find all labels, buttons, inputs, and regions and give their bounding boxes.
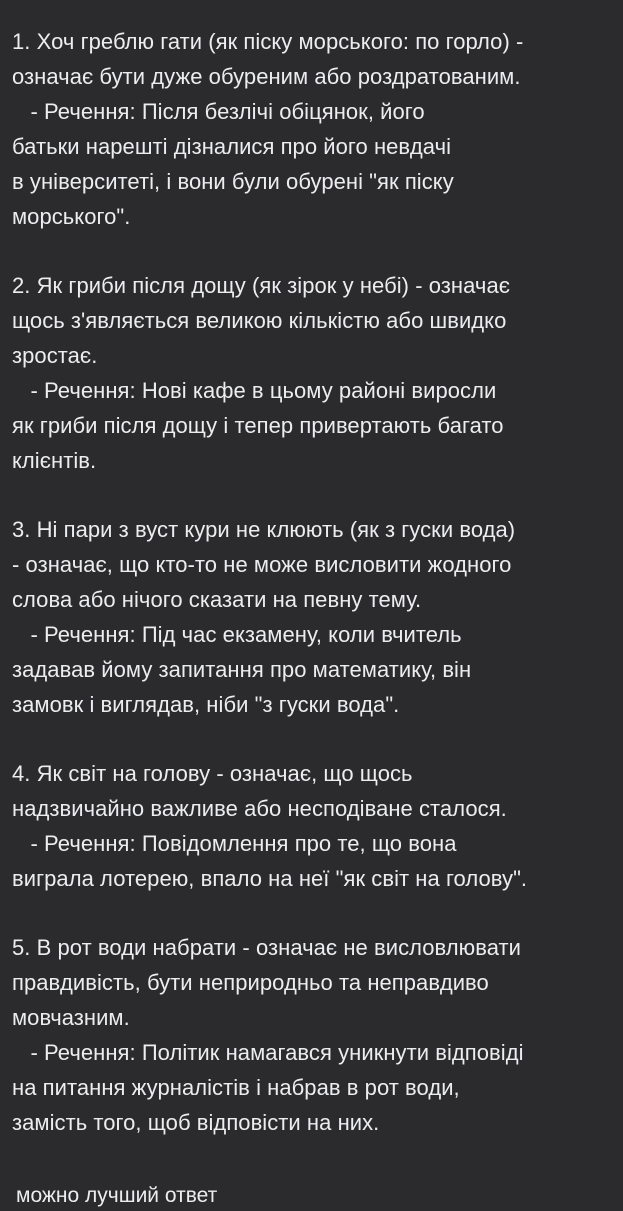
answer-line: 5. В рот води набрати - означає не висловлювати — [12, 935, 521, 960]
answer-line: замовк і виглядав, ніби "з гуски вода". — [12, 692, 400, 717]
answer-line: як гриби після дощу і тепер привертають багато — [12, 413, 504, 438]
answer-line: 1. Хоч греблю гати (як піску морського: по горло) - — [12, 29, 524, 54]
answer-line: на питання журналістів і набрав в рот води, — [12, 1075, 460, 1100]
paragraph-gap — [12, 234, 611, 268]
answer-line: мовчазним. — [12, 1005, 130, 1030]
answer-line: - Речення: Під час екзамену, коли вчитель — [12, 622, 462, 647]
answer-line: щось з'являється великою кількістю або швидко — [12, 308, 507, 333]
answer-line: в університеті, і вони були обурені "як піску — [12, 169, 454, 194]
answer-line: задавав йому запитання про математику, він — [12, 657, 472, 682]
answer-line: - Речення: Нові кафе в цьому районі виросли — [12, 378, 497, 403]
answer-item-2 — [12, 268, 611, 478]
paragraph-gap — [12, 896, 611, 930]
footer-text: можно лучший ответ — [16, 1184, 218, 1207]
answer-line: 3. Ні пари з вуст кури не клюють (як з гуски вода) — [12, 517, 516, 542]
answer-item-3 — [12, 512, 611, 722]
answer-line: 2. Як гриби після дощу (як зірок у небі) - означає — [12, 273, 511, 298]
answer-line: слова або нічого сказати на певну тему. — [12, 587, 422, 612]
paragraph-gap — [12, 478, 611, 512]
answer-item-4 — [12, 756, 611, 896]
answer-line: зростає. — [12, 343, 98, 368]
answer-item-1 — [12, 24, 611, 234]
answer-line: означає бути дуже обуреним або роздратованим. — [12, 64, 521, 89]
answer-line: батьки нарешті дізналися про його невдачі — [12, 134, 452, 159]
answer-line: виграла лотерею, впало на неї "як світ на голову". — [12, 866, 528, 891]
answer-line: правдивість, бути неприродньо та неправдиво — [12, 970, 489, 995]
answer-line: - означає, що кто-то не може висловити жодного — [12, 552, 512, 577]
answer-line: морського". — [12, 204, 131, 229]
answer-line: 4. Як світ на голову - означає, що щось — [12, 761, 413, 786]
answer-line: - Речення: Після безлічі обіцянок, його — [12, 99, 425, 124]
answer-line: клієнтів. — [12, 448, 97, 473]
paragraph-gap — [12, 722, 611, 756]
answer-line: - Речення: Політик намагався уникнути відповіді — [12, 1040, 524, 1065]
answer-line: замість того, щоб відповісти на них. — [12, 1110, 380, 1135]
answer-line: надзвичайно важливе або несподіване сталося. — [12, 796, 507, 821]
answer-line: - Речення: Повідомлення про те, що вона — [12, 831, 457, 856]
answer-item-5 — [12, 930, 611, 1140]
